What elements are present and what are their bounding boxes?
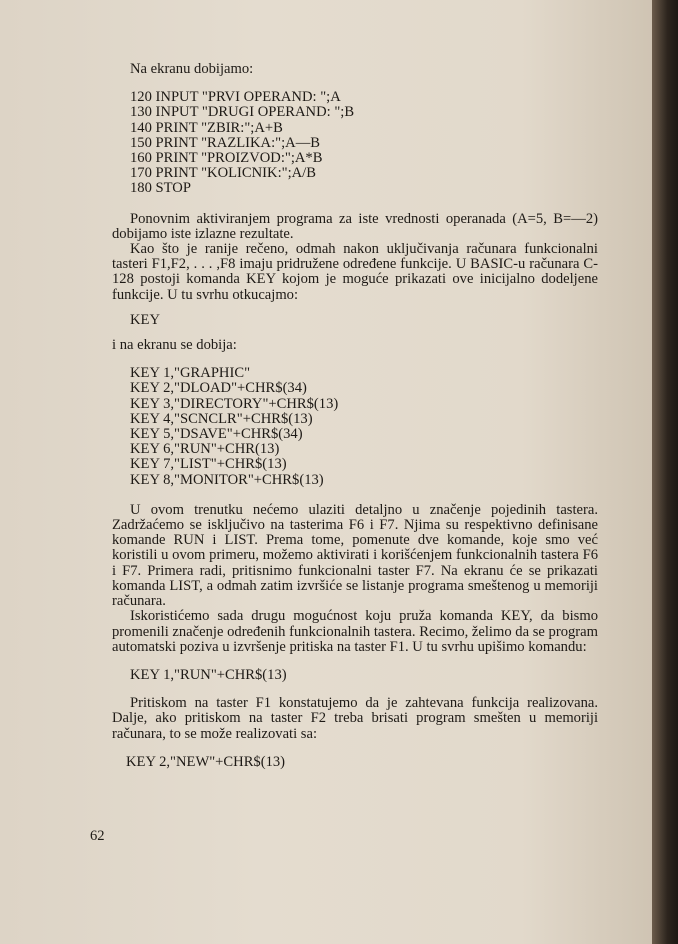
key-line: KEY 5,"DSAVE"+CHR$(34) bbox=[130, 426, 303, 443]
paragraph-screen: i na ekranu se dobija: bbox=[112, 337, 237, 354]
key-line: KEY 6,"RUN"+CHR(13) bbox=[130, 441, 280, 458]
listing-line: 150 PRINT "RAZLIKA:";A—B bbox=[130, 134, 321, 151]
listing-line: 180 STOP bbox=[130, 180, 191, 197]
paragraph-redefine: Iskoristićemo sada drugu mogućnost koju pruža komanda KEY, da bismo promenili značenje određenih funkcionalnih tastera. Recimo, želimo da se program automatski poziva u izvršenje pritiska na taster F1. U tu svrhu upišimo komandu: bbox=[112, 608, 598, 655]
paragraph-keys: Kao što je ranije rečeno, odmah nakon uključivanja računara funkcionalni tasteri F1,F2, . . . ,F8 imaju pridružene određene funkcije. U BASIC-u računara C-128 postoji komanda KEY kojom je moguće prikazati ove inicijalno dodeljene funkcije. U tu svrhu otkucajmo: bbox=[112, 241, 598, 303]
page-content bbox=[112, 62, 598, 770]
key-line: KEY 2,"DLOAD"+CHR$(34) bbox=[130, 380, 307, 397]
basic-listing bbox=[112, 90, 598, 196]
listing-line: 170 PRINT "KOLICNIK:";A/B bbox=[130, 165, 316, 182]
paragraph-f2: Pritiskom na taster F1 konstatujemo da je zahtevana funkcija realizovana. Dalje, ako pritiskom na taster F2 treba brisati program smešten u memoriji računara, to se može realizovati sa: bbox=[112, 695, 598, 742]
paragraph-detail: U ovom trenutku nećemo ulaziti detaljno u značenje pojedinih tastera. Zadržaćemo se isključivo na tasterima F6 i F7. Njima su respektivno definisane komande RUN i LIST. Prema tome, pomenute dve komande, koje smo već koristili u ovom primeru, možemo aktivirati i korišćenjem funkcionalnih tastera F6 i F7. Primera radi, pritisnimo funkcionalni taster F7. Na ekranu će se prikazati komanda LIST, a odmah zatim izvršiće se listanje programa smeštenog u memoriji računara. bbox=[112, 501, 598, 610]
listing-line: 130 INPUT "DRUGI OPERAND: ";B bbox=[130, 104, 355, 121]
key-line: KEY 3,"DIRECTORY"+CHR$(13) bbox=[130, 395, 339, 412]
book-spine-shadow bbox=[652, 0, 678, 944]
key-line: KEY 4,"SCNCLR"+CHR$(13) bbox=[130, 410, 313, 427]
key-listing bbox=[112, 366, 598, 488]
listing-line: 120 INPUT "PRVI OPERAND: ";A bbox=[130, 89, 341, 106]
page-number: 62 bbox=[90, 828, 105, 844]
listing-line: 140 PRINT "ZBIR:";A+B bbox=[130, 119, 283, 136]
key-line: KEY 1,"GRAPHIC" bbox=[130, 365, 251, 382]
key-line: KEY 7,"LIST"+CHR$(13) bbox=[130, 456, 287, 473]
command-f2: KEY 2,"NEW"+CHR$(13) bbox=[126, 753, 286, 770]
paragraph-rerun: Ponovnim aktiviranjem programa za iste vrednosti operanada (A=5, B=—2) dobijamo iste izlazne rezultate. bbox=[112, 210, 598, 242]
listing-line: 160 PRINT "PROIZVOD:";A*B bbox=[130, 150, 323, 167]
key-command: KEY bbox=[130, 311, 160, 328]
intro-text: Na ekranu dobijamo: bbox=[130, 61, 254, 77]
key-line: KEY 8,"MONITOR"+CHR$(13) bbox=[130, 471, 324, 488]
command-f1: KEY 1,"RUN"+CHR$(13) bbox=[130, 666, 287, 683]
